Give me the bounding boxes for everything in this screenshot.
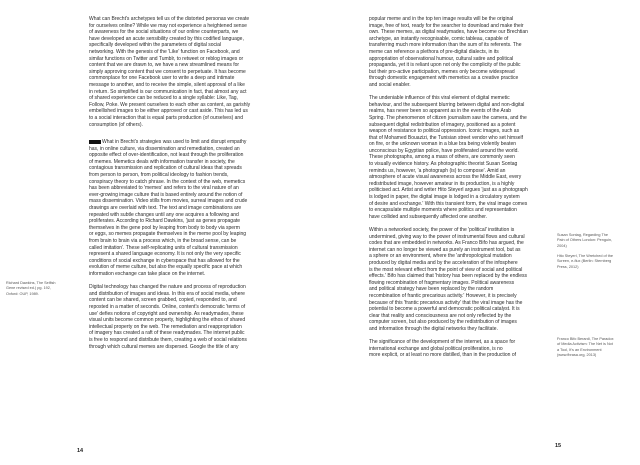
sidenote-berardi: Franco Bifo Berardi, The Paradox of Media Activism: The Net is Not a Tool, It's an Environment (www.fbrasa.org, 2013): [557, 337, 614, 357]
left-page-body: [89, 16, 326, 357]
page-number-right: 15: [555, 443, 562, 449]
sidenote-sontag: Susan Sontag, Regarding The Pain of Others London: Penguin, 2004): [557, 233, 613, 248]
paragraph: Within a networked society, the power of the 'political' institution is undermined, giving way to the power of instrumental flows and cultural codes that are embedded in networks. As Franco Bifo has argued, the internet can no longer be viewed as purely an instrument tool, but as a sphere or an environment, where the 'anthropological mutation produced by digital media and by the acceleration of the infosphere is the most relevant effect from the point of view of social and political effects.' Bifo has claimed that 'history has been replaced by the endless flowing recombination of fragmentary images. Political awareness and political strategy have been replaced by the random recombination of frantic precarious activity.' However, it is precisely because of this 'frantic precarious activity' that the viral image has the potential to become a powerful and democratic political catalyst. It is clear that reality and consciousness are not only reflected by the computer screen, but also produced by the redistribution of images and information through the digital networks they facilitate.: [369, 227, 528, 332]
paragraph: What can Brecht's archetypes tell us of the distorted personas we create for ourselves online? While we may not experience a heightened sense of awareness for the social situations of our online counterparts, we have developed an acute sensibility created by this codified language, specifically developed within the parameters of digital social networking. With the genesis of the 'Like' function on Facebook, and similar functions on Twitter and Tumblr, to retweet or reblog images or content that we are drawn to, we have a new streamlined means for simply approving content that we consent to perpetuate. It has become commonplace for one Facebook user to write a deep and intimate message to another, and to receive the simple, silent approval of a like in return. So simplified is our communication in fact, that almost any act of shared experience can be reduced to a single syllable: Like, Tag, Follow, Poke. We present ourselves to each other as content, as garishly embellished images to be either approved or cast aside. This has led us to a social interaction that is equal parts production (of ourselves) and consumption (of others).: [89, 16, 251, 128]
paragraph-text: What in Brecht's strategies was used to limit and disrupt empathy has, in online culture, via dissemination and remediation, created an opposite effect of over-identification, not least through the proliferation of memes. Memetics deals with information transfer in society, the contagious transmission and replication of cultural ideas that spreads from person to person, from political ideology to fashion trends, conspiracy theory to catch phrase. In the context of the web, memetics has been abbreviated to 'memes' and refers to the viral nature of an ever-growing image culture that is based entirely around the notion of mass dissemination. Video stills from movies, surreal images and crude drawings are overlaid with text. The text and image combinations are repeated with subtle changes until any one acquires a following and proliferates. According to Richard Dawkins, 'just as genes propagate themselves in the gene pool by leaping from body to body via sperm or eggs, so memes propagate themselves in the meme pool by leaping from brain to brain via a process which, in the broad sense, can be called imitation'. These self-replicating units of cultural transmission represent a shared language economy. It is not only the very specific conditions of social exchange in cyberspace that has allowed for the evolution of meme culture, but also the equally specific pace at which information exchange can take place on the internet.: [89, 139, 248, 277]
section-marker: [89, 140, 101, 144]
right-page-body: [369, 16, 553, 365]
paragraph-with-marker: [89, 139, 326, 277]
paragraph: The significance of the development of the internet, as a space for international exchange and global political proliferation, is no more explicit, or at least no more distilled, than in the production of: [369, 339, 517, 359]
paragraph: popular meme and in the top ten image results will be the original image, free of text, ready for the searcher to download and make their own. These memes, as digital readymades, have become our Brechtian archetype, an instantly recognisable, comic tableau, capable of transferring much more information than the sum of its referents. The meme can reference a plethora of pre-digital dialects, in its appropriation of observational humour, cultural satire and political propaganda, yet it is reliant upon not only the complicity of the public but their pro-active participation, memes only become widespread through domestic engagement with memetics as a creative practice and social enabler.: [369, 16, 528, 88]
paragraph: The undeniable influence of this viral element of digital memetic behaviour, and the subsequent blurring between digital and non-digital realms, has never been so apparent as in the events of the Arab Spring. The phenomenon of citizen journalism saw the camera, and the subsequent digital redistribution of imagery, positioned as a potent weapon of resistance to political oppression. Iconic images, such as that of Mohamed Bouazizi, the Tunisian street vendor who set himself on fire, or the unknown woman in a blue bra being violently beaten unconscious by Egyptian police, have proliferated around the world. These photographs, among a mass of others, are commonly seen to visually evidence history. As photographic theorist Susan Sontag reminds us, however, 'a photograph (is) to compose'. Amid an atmosphere of acute visual awareness across the Middle East, every redistributed image, however amateur in its production, is a highly politicised act. Artist and writer Hito Steyerl argues 'just as a photograph is lodged in paper, the digital image is lodged in a circulatory system of desire and exchange.' With this transient form, the viral image comes to encapsulate multiple moments where politics and representation have collided and subsequently affected one another.: [369, 95, 528, 220]
page-number-left: 14: [77, 448, 84, 454]
sidenote-steyerl: Hito Steyerl, The Wretched of the Screen, e-flux (Berlin: Sternberg Press, 2012): [557, 254, 613, 269]
sidenote-dawkins: Richard Dawkins, The Selfish Gene revised ed.) pg. 192, Oxford: OUP, 1989.: [6, 281, 56, 296]
paragraph: Digital technology has changed the nature and process of reproduction and distribution of images and ideas. In this era of social media, where content can be shared, screen grabbed, copied, responded to, and reposted in a matter of seconds. Online, content's democratic 'terms of use' defies notions of copyright and ownership. As readymades, these visual units become common property, highlighting the ethos of shared intellectual property on the web. The remediation and reappropriation of imagery has created a raft of these readymades. The internet public is free to respond and distribute them, creating a web of social relations through which cultural memes are dispersed. Google the title of any: [89, 284, 247, 350]
